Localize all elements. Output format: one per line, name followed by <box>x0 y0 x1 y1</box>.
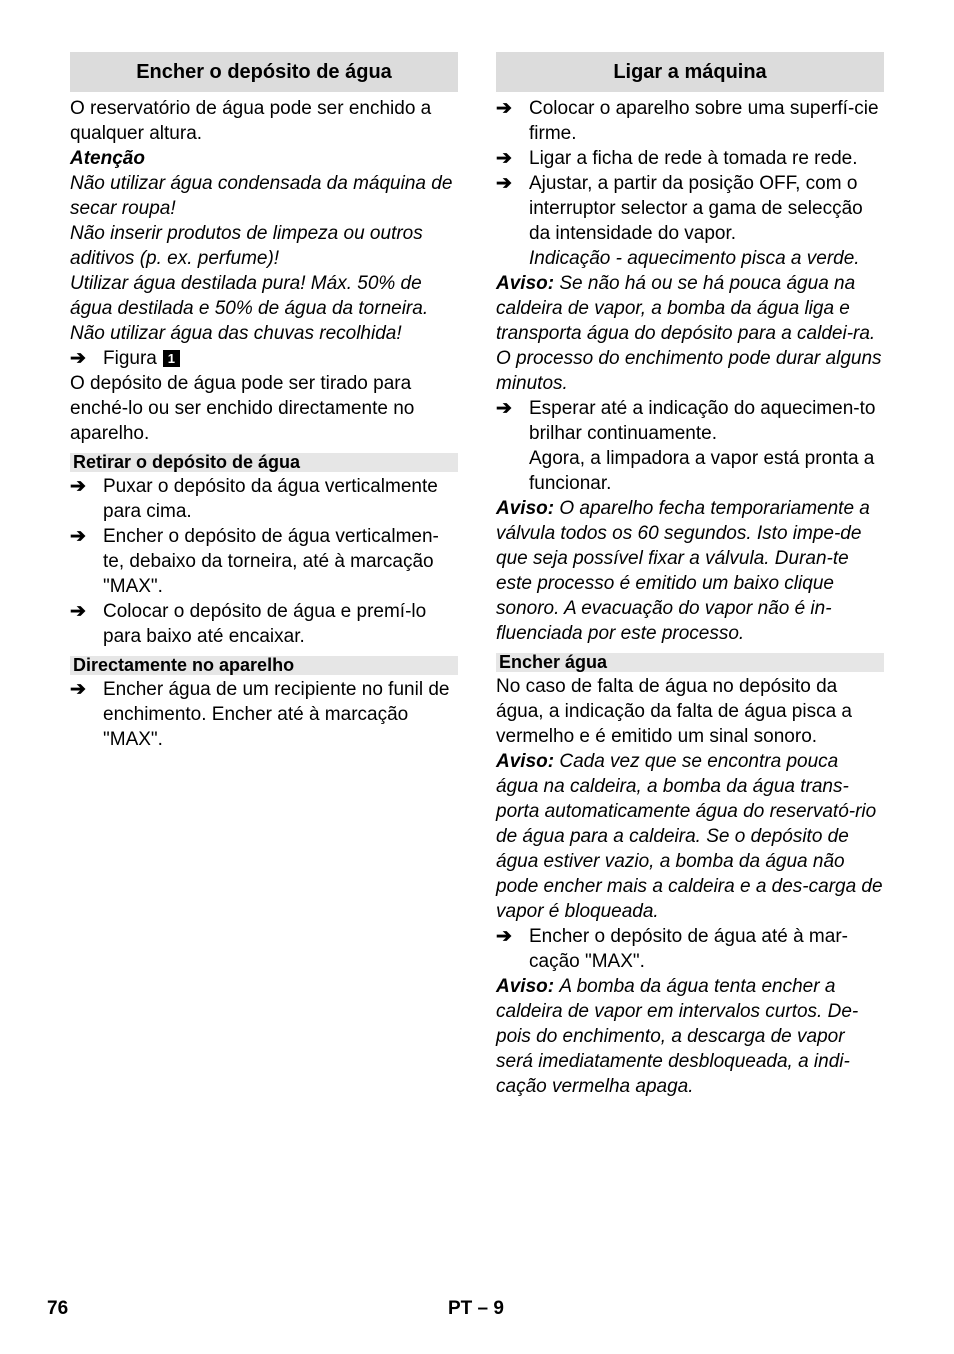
step-text: Colocar o depósito de água e premí-lo para baixo até encaixar. <box>103 601 427 647</box>
left-column <box>70 52 458 752</box>
section-heading-switch-on: Ligar a máquina <box>496 52 884 92</box>
lack-water-text: No caso de falta de água no depósito da água, a indicação da falta de água pisca a vermelho e é emitido um sinal sonoro. <box>496 676 852 747</box>
page-section-label: PT – 9 <box>448 1298 504 1319</box>
right-column <box>496 52 884 1099</box>
attention-line: Não utilizar água das chuvas recolhida! <box>70 323 402 344</box>
note-text: O aparelho fecha temporariamente a válvula todos os 60 segundos. Isto impe-de que seja possível fixar a válvula. Duran-te este processo é emitido um baixo clique sonoro. A evacuação do vapor não é in-fluenciada por este processo. <box>496 498 870 644</box>
arrow-right-icon: ➔ <box>70 476 86 497</box>
arrow-right-icon: ➔ <box>496 926 512 947</box>
note-text: A bomba da água tenta encher a caldeira de vapor em intervalos curtos. De-pois do enchimento, a descarga de vapor será imediatamente desbloqueada, a indi-cação vermelha apaga. <box>496 976 859 1097</box>
step-text: Encher água de um recipiente no funil de enchimento. Encher até à marcação "MAX". <box>103 679 450 750</box>
list-item <box>496 396 884 446</box>
arrow-right-icon: ➔ <box>496 398 512 419</box>
attention-line: Utilizar água destilada pura! Máx. 50% de água destilada e 50% de água da torneira. <box>70 273 429 319</box>
indication-text: Indicação - aquecimento pisca a verde. <box>529 248 860 269</box>
step-text: Puxar o depósito da água verticalmente para cima. <box>103 476 438 522</box>
note-4 <box>496 974 884 1099</box>
note-label: Aviso: <box>496 976 555 997</box>
note-text: Se não há ou se há pouca água na caldeira de vapor, a bomba da água liga e transporta água do depósito para a caldei-ra. O processo do enchimento pode durar alguns minutos. <box>496 273 882 394</box>
tank-text: O depósito de água pode ser tirado para enché-lo ou ser enchido directamente no aparelho. <box>70 373 415 444</box>
list-item <box>70 677 458 752</box>
figure-number-badge: 1 <box>163 350 180 367</box>
list-item <box>70 474 458 524</box>
subheading-remove-tank: Retirar o depósito de água <box>70 453 458 472</box>
step-text: Ajustar, a partir da posição OFF, com o interruptor selector a gama de selecção da intensidade do vapor. <box>529 173 863 244</box>
arrow-right-icon: ➔ <box>70 526 86 547</box>
list-item <box>496 171 884 246</box>
note-text: Cada vez que se encontra pouca água na caldeira, a bomba da água trans-porta automaticamente água do reservató-rio de água para a caldeira. Se o depósito de água estiver vazio, a bomba da água não pode encher mais a caldeira e a des-carga de vapor é bloqueada. <box>496 751 883 922</box>
arrow-right-icon: ➔ <box>496 148 512 169</box>
intro-text: O reservatório de água pode ser enchido a qualquer altura. <box>70 98 432 144</box>
note-label: Aviso: <box>496 498 555 519</box>
list-item <box>70 524 458 599</box>
ready-text: Agora, a limpadora a vapor está pronta a funcionar. <box>529 448 875 494</box>
note-3 <box>496 749 884 924</box>
list-item <box>496 146 884 171</box>
note-2 <box>496 496 884 646</box>
subheading-fill-water: Encher água <box>496 653 884 672</box>
step-text: Colocar o aparelho sobre uma superfí-cie firme. <box>529 98 879 144</box>
figure-reference <box>70 346 458 371</box>
step-text: Encher o depósito de água verticalmen-te, debaixo da torneira, até à marcação "MAX". <box>103 526 439 597</box>
attention-label: Atenção <box>70 148 145 169</box>
note-label: Aviso: <box>496 751 555 772</box>
list-item <box>496 924 884 974</box>
arrow-right-icon: ➔ <box>70 348 86 369</box>
page-number: 76 <box>47 1298 69 1319</box>
arrow-right-icon: ➔ <box>70 679 86 700</box>
list-item <box>496 96 884 146</box>
step-text: Encher o depósito de água até à mar-cação "MAX". <box>529 926 848 972</box>
arrow-right-icon: ➔ <box>70 601 86 622</box>
subheading-directly: Directamente no aparelho <box>70 656 458 675</box>
attention-line: Não inserir produtos de limpeza ou outros aditivos (p. ex. perfume)! <box>70 223 423 269</box>
list-item <box>70 599 458 649</box>
attention-line: Não utilizar água condensada da máquina de secar roupa! <box>70 173 453 219</box>
note-1 <box>496 271 884 396</box>
step-text: Esperar até a indicação do aquecimen-to brilhar continuamente. <box>529 398 876 444</box>
figure-text: Figura <box>103 348 157 369</box>
step-text: Ligar a ficha de rede à tomada re rede. <box>529 148 858 169</box>
note-label: Aviso: <box>496 273 555 294</box>
arrow-right-icon: ➔ <box>496 173 512 194</box>
arrow-right-icon: ➔ <box>496 98 512 119</box>
section-heading-fill-tank: Encher o depósito de água <box>70 52 458 92</box>
